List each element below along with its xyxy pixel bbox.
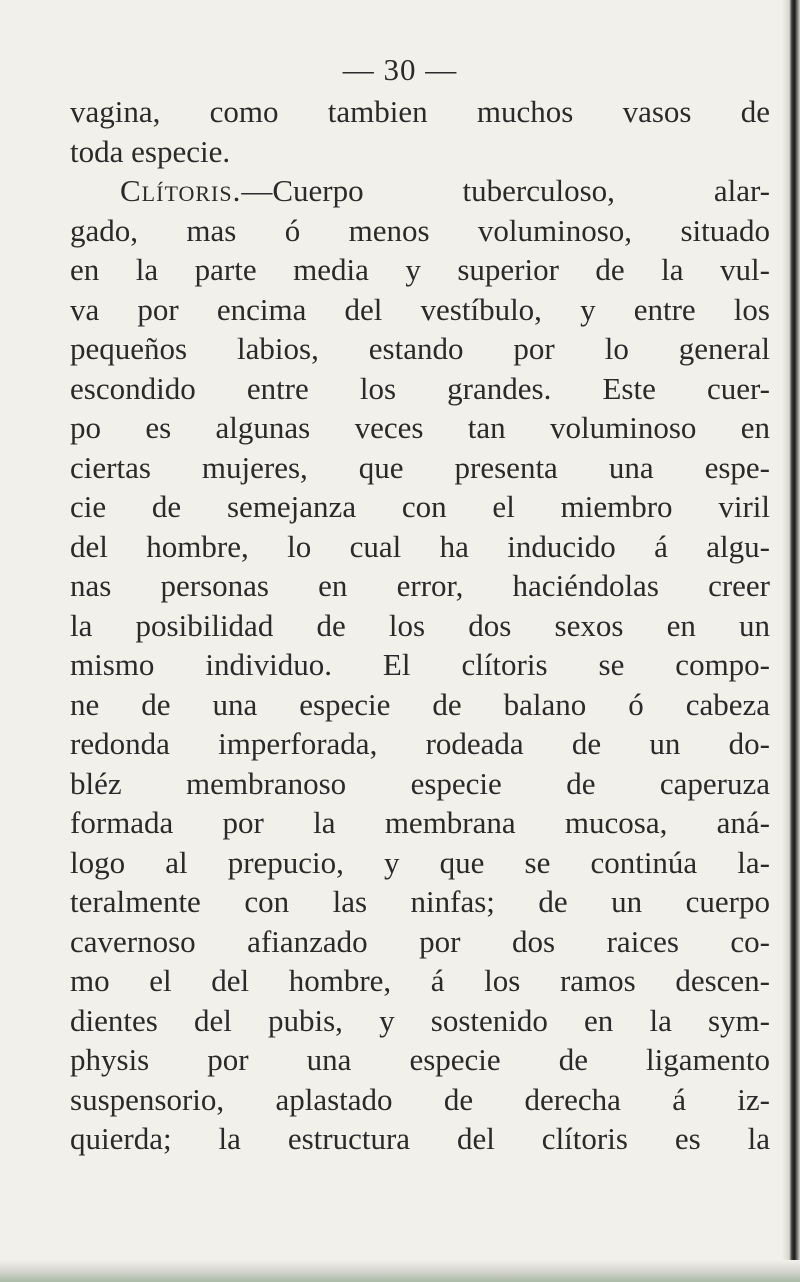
text-line: en la parte media y superior de la vul- [70, 252, 770, 287]
text-line: ciertas mujeres, que presenta una espe- [70, 449, 770, 485]
text-line: logo al prepucio, y que se continúa la- [70, 844, 770, 880]
text-line: escondido entre los grandes. Este cuer- [70, 370, 770, 406]
text-line: pequeños labios, estando por lo general [70, 331, 770, 366]
text-line: redonda imperforada, rodeada de un do- [70, 726, 770, 761]
text-line: va por encima del vestíbulo, y entre los [70, 291, 770, 327]
text-line: cie de semejanza con el miembro viril [70, 489, 770, 524]
page-number: — 30 — [342, 52, 458, 87]
text-line: nas personas en error, haciéndolas creer [70, 568, 770, 603]
text-line: dientes del pubis, y sostenido en la sym- [70, 1002, 770, 1038]
text-line: cavernoso afianzado por dos raices co- [70, 923, 770, 959]
text-line: vagina, como tambien muchos vasos de [70, 94, 770, 129]
text-line: toda especie. [70, 133, 231, 169]
text-line: gado, mas ó menos voluminoso, situado [70, 212, 770, 248]
text-line: physis por una especie de ligamento [70, 1042, 770, 1077]
page-bottom-edge [0, 1260, 800, 1282]
text-line: del hombre, lo cual ha inducido á algu- [70, 528, 770, 564]
text-line: la posibilidad de los dos sexos en un [70, 607, 770, 643]
text-line: quierda; la estructura del clítoris es la [70, 1121, 770, 1156]
text-line: bléz membranoso especie de caperuza [70, 765, 770, 801]
text-line: formada por la membrana mucosa, aná- [70, 805, 770, 840]
text-line: teralmente con las ninfas; de un cuerpo [70, 884, 770, 919]
text-line: ne de una especie de balano ó cabeza [70, 686, 770, 722]
text-line: po es algunas veces tan voluminoso en [70, 410, 770, 445]
body-text [70, 92, 770, 1159]
text-line: suspensorio, aplastado de derecha á iz- [70, 1081, 770, 1117]
text-line: mo el del hombre, á los ramos descen- [70, 963, 770, 998]
entry-term: Clítoris. [120, 173, 242, 208]
entry-line: Clítoris.—Cuerpo tuberculoso, alar- [120, 173, 770, 208]
entry-text: Cuerpo tuberculoso, alar- [272, 173, 770, 208]
page-edge-shadow [782, 0, 800, 1282]
text-line: mismo individuo. El clítoris se compo- [70, 647, 770, 682]
